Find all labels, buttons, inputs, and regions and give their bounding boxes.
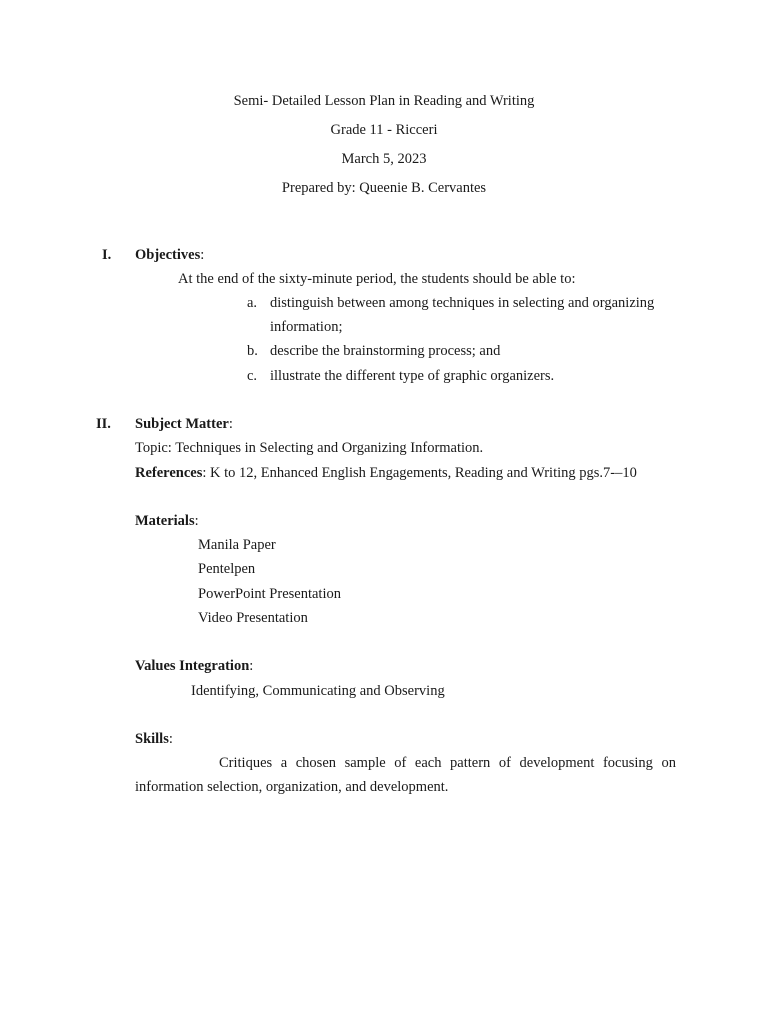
values-integration-heading	[135, 657, 253, 675]
objective-item-text: distinguish between among techniques in selecting and organizing	[270, 295, 655, 311]
objectives-heading	[135, 246, 204, 264]
material-item: Manila Paper	[198, 537, 276, 553]
objectives-heading-colon: :	[200, 247, 205, 263]
skills-heading	[135, 730, 173, 748]
material-item: Pentelpen	[198, 561, 256, 577]
prepared-by: Prepared by: Queenie B. Cervantes	[281, 180, 487, 196]
objective-item-text: describe the brainstorming process; and	[270, 343, 501, 359]
references-text: : K to 12, Enhanced English Engagements, Reading and Writing pgs.7-–10	[202, 465, 637, 481]
material-item: PowerPoint Presentation	[198, 586, 341, 602]
references-line	[135, 464, 637, 482]
section-numeral-subject-matter: II.	[96, 416, 111, 432]
materials-heading	[135, 512, 199, 530]
material-item: Video Presentation	[198, 610, 308, 626]
subject-matter-heading-colon: :	[228, 416, 233, 432]
materials-label: Materials	[135, 513, 195, 529]
objective-item-letter: c.	[247, 368, 258, 384]
objective-item-letter: a.	[247, 295, 258, 311]
objectives-intro: At the end of the sixty-minute period, the students should be able to:	[178, 271, 576, 287]
references-label: References	[135, 465, 203, 481]
skills-colon: :	[168, 731, 173, 747]
skills-label: Skills	[135, 731, 169, 747]
objectives-heading-label: Objectives	[135, 247, 201, 263]
materials-colon: :	[194, 513, 199, 529]
objective-item-letter: b.	[247, 343, 258, 359]
grade-section: Grade 11 - Ricceri	[330, 122, 438, 138]
section-numeral-objectives: I.	[102, 247, 112, 263]
skills-text: Critiques a chosen sample of each pattern of development focusing on information selection, organization, and development.	[135, 755, 676, 795]
values-integration-label: Values Integration	[135, 658, 250, 674]
values-integration-text: Identifying, Communicating and Observing	[191, 683, 445, 699]
objective-item-text-continued: information;	[270, 319, 343, 335]
subject-matter-heading-label: Subject Matter	[135, 416, 229, 432]
objective-item-text: illustrate the different type of graphic organizers.	[270, 368, 555, 384]
subject-matter-heading	[135, 415, 233, 433]
lesson-date: March 5, 2023	[341, 151, 427, 167]
topic-line: Topic: Techniques in Selecting and Organizing Information.	[135, 440, 484, 456]
document-title: Semi- Detailed Lesson Plan in Reading and Writing	[233, 93, 535, 109]
values-integration-colon: :	[249, 658, 254, 674]
